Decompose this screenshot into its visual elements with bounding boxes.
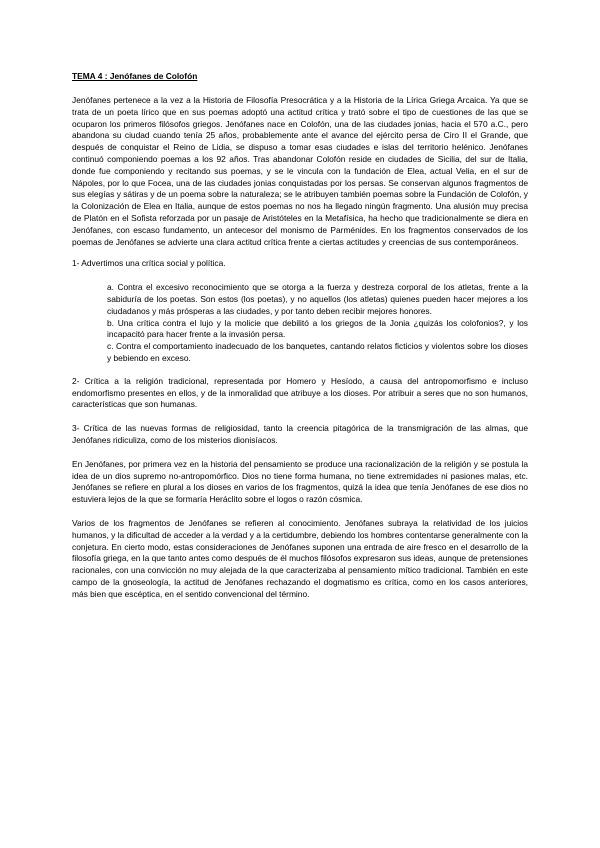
intro-paragraph: Jenófanes pertenece a la vez a la Historia de Filosofía Presocrática y a la Historia de la Lírica Griega Arcaica. Ya que se trata de un poeta lírico que en sus poemas adoptó una actitud crítica y trató sobre el tipo de cuestiones de las que se ocuparon los primeros filósofos griegos. Jenófanes nace en Colofón, una de las ciudades jonias, hacia el 570 a.C., pero abandona su ciudad cuando tenía 25 años, probablemente ante el avance del ejército persa de Ciro II el Grande, que después de conquistar el Reino de Lidia, se dispuso a tomar esas ciudades e islas del territorio helénico. Jenófanes continuó componiendo poemas a los 92 años. Tras abandonar Colofón reside en ciudades de Sicilia, del sur de Italia, donde fue componiendo y recitando sus poemas, y se le vincula con la fundación de Elea, actual Velia, en el sur de Nápoles, por lo que Focea, una de las ciudades jonias conquistadas por los persas. Se conservan algunos fragmentos de sus elegías y sátiras y de un poema sobre la naturaleza; se le atribuyen también poemas sobre la Fundación de Colofón, y la Colonización de Elea en Italia, aunque de estos poemas no nos ha llegado ningún fragmento. Una alusión muy precisa de Platón en el Sofista reforzada por un pasaje de Aristóteles en la Metafísica, ha hecho que tradicionalmente se diera en Jenófanes, con escaso fundamento, un antecesor del monismo de Parménides. En los fragmentos conservados de los poemas de Jenófanes se advierte una clara actitud crítica frente a ciertas actitudes y creencias de sus contemporáneos.: [72, 95, 528, 247]
point1-heading: 1- Advertimos una crítica social y política.: [72, 258, 226, 269]
point1-item-b: b. Una crítica contra el lujo y la molicie que debilitó a los griegos de la Jonia ¿quizás los colofonios?, y los incapacitó para hacer frente a la invasión persa.: [107, 317, 528, 340]
point3-paragraph: 3- Crítica de las nuevas formas de religiosidad, tanto la creencia pitagórica de la transmigración de las almas, que Jenófanes ridiculiza, como de los misterios dionisíacos.: [72, 423, 528, 445]
document-title: TEMA 4 : Jenófanes de Colofón: [72, 71, 198, 81]
god-paragraph: En Jenófanes, por primera vez en la historia del pensamiento se produce una racionalización de la religión y se postula la idea de un dios supremo no-antropomórfico. Dios no tiene forma humana, no tiene extremidades ni pasiones malas, etc. Jenófanes se refiere en plural a los dioses en varios de los fragmentos, quizá la idea que tenía Jenófanes de ese dios no estuviera lejos de la que se formaría Heráclito sobre el logos o razón cósmica.: [72, 458, 528, 505]
point2-paragraph: 2- Crítica a la religión tradicional, representada por Homero y Hesíodo, a causa del antropomorfismo e incluso endomorfismo presentes en ellos, y de la inmoralidad que atribuye a los dioses. Por atribuir a seres que no son humanos, características que son humanas.: [72, 375, 528, 410]
knowledge-paragraph: Varios de los fragmentos de Jenófanes se refieren al conocimiento. Jenófanes subraya la relatividad de los juicios humanos, y la dificultad de acceder a la verdad y a la certidumbre, debiendo los hombres contentarse generalmente con la conjetura. En cierto modo, estas consideraciones de Jenófanes suponen una entrada de aire fresco en el desarrollo de la filosofía griega, en la que tanto antes como después de él muchos filósofos expresaron sus ideas, aunque de pretensiones racionales, con una convicción no muy alejada de la que caracterizaba al pensamiento mítico tradicional. También en este campo de la gnoseología, la actitud de Jenófanes rechazando el dogmatismo es crítica, como en los casos anteriores, más bien que escéptica, en el sentido convencional del término.: [72, 517, 528, 599]
point1-item-c: c. Contra el comportamiento inadecuado de los banquetes, cantando relatos ficticios y violentos sobre los dioses y bebiendo en exceso.: [107, 341, 528, 363]
point1-list: [72, 282, 528, 365]
point1-item-a: a. Contra el excesivo reconocimiento que se otorga a la fuerza y destreza corporal de los atletas, frente a la sabiduría de los poetas. Son estos (los poetas), y no aquellos (los atletas) quienes pueden hacer mejores a los ciudadanos y más prósperas a las ciudades, y por tanto deben recibir mejores honores.: [107, 282, 528, 316]
